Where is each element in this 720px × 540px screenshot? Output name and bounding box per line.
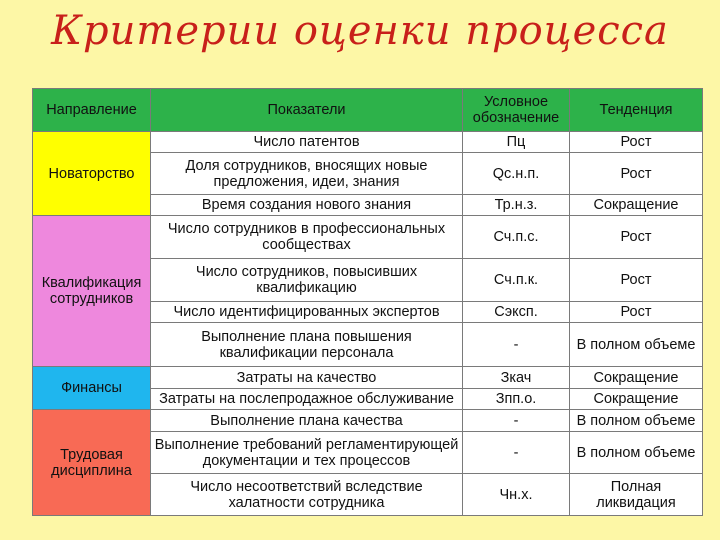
trend-cell: Сокращение [570,389,703,410]
indicator-cell: Доля сотрудников, вносящих новые предложения, идеи, знания [151,153,463,195]
trend-cell: Полная ликвидация [570,474,703,516]
trend-cell: В полном объеме [570,432,703,474]
symbol-cell: Чн.х. [463,474,570,516]
table-row [33,410,703,432]
header-symbol: Условное обозначение [463,89,570,132]
indicator-cell: Выполнение плана качества [151,410,463,432]
trend-cell: В полном объеме [570,410,703,432]
indicator-cell: Число сотрудников, повысивших квалификацию [151,259,463,302]
indicator-cell: Время создания нового знания [151,195,463,216]
indicator-cell: Число несоответствий вследствие халатности сотрудника [151,474,463,516]
indicator-cell: Число сотрудников в профессиональных сообществах [151,216,463,259]
symbol-cell: Сэксп. [463,302,570,323]
trend-cell: Сокращение [570,195,703,216]
direction-cell: Трудовая дисциплина [33,410,151,516]
page-title: Критерии оценки процесса [51,8,669,54]
trend-cell: Сокращение [570,367,703,389]
criteria-table [32,88,703,516]
header-indicators: Показатели [151,89,463,132]
symbol-cell: - [463,410,570,432]
trend-cell: Рост [570,153,703,195]
indicator-cell: Затраты на качество [151,367,463,389]
direction-cell: Квалификация сотрудников [33,216,151,367]
header-row [33,89,703,132]
indicator-cell: Выполнение плана повышения квалификации персонала [151,323,463,367]
direction-cell: Новаторство [33,132,151,216]
indicator-cell: Число патентов [151,132,463,153]
header-trend: Тенденция [570,89,703,132]
symbol-cell: Qс.н.п. [463,153,570,195]
header-direction: Направление [33,89,151,132]
trend-cell: Рост [570,259,703,302]
table-row [33,367,703,389]
table-row [33,132,703,153]
trend-cell: Рост [570,132,703,153]
indicator-cell: Затраты на послепродажное обслуживание [151,389,463,410]
trend-cell: В полном объеме [570,323,703,367]
direction-cell: Финансы [33,367,151,410]
indicator-cell: Число идентифицированных экспертов [151,302,463,323]
symbol-cell: Зкач [463,367,570,389]
symbol-cell: - [463,432,570,474]
trend-cell: Рост [570,302,703,323]
indicator-cell: Выполнение требований регламентирующей документации и тех процессов [151,432,463,474]
symbol-cell: Пц [463,132,570,153]
symbol-cell: Тр.н.з. [463,195,570,216]
symbol-cell: Сч.п.к. [463,259,570,302]
table-row [33,216,703,259]
symbol-cell: - [463,323,570,367]
trend-cell: Рост [570,216,703,259]
symbol-cell: Зпп.о. [463,389,570,410]
symbol-cell: Сч.п.с. [463,216,570,259]
